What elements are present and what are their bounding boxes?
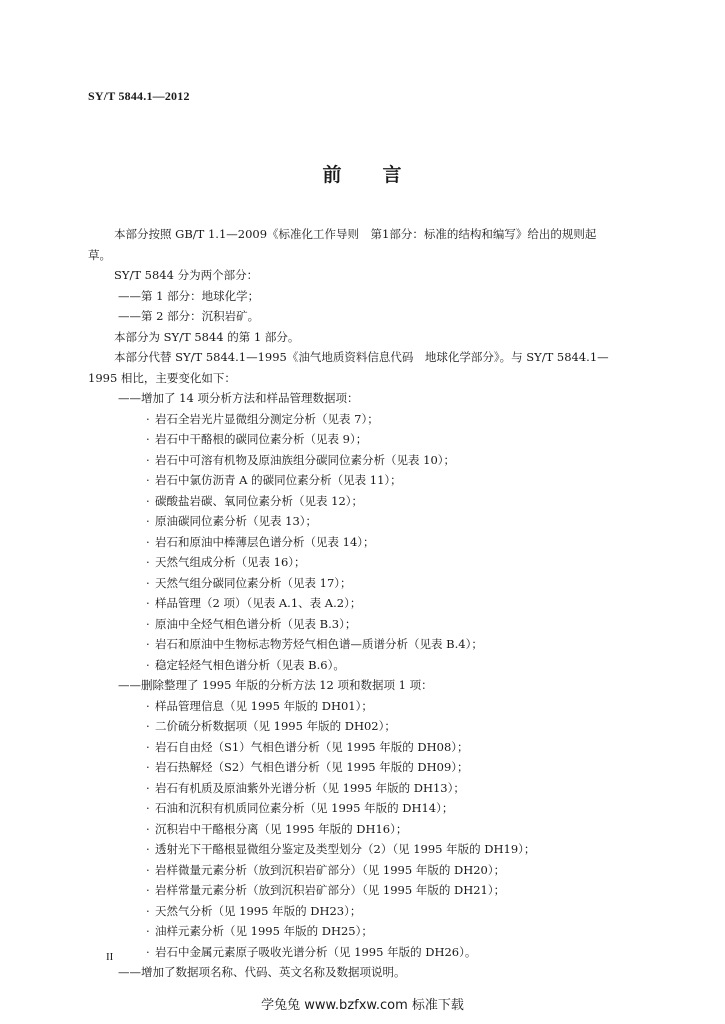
list-item (88, 839, 688, 860)
bullet-dot: · (146, 780, 150, 795)
list-item (88, 532, 688, 553)
list-item-text: 稳定轻烃气相色谱分析（见表 B.6）。 (155, 657, 345, 672)
list-item (88, 409, 688, 430)
paragraph-continued: 草。 (88, 247, 111, 262)
list-item-text: 天然气分析（见 1995 年版的 DH23）； (155, 903, 362, 918)
list-item-text: 原油碳同位素分析（见表 13）； (155, 514, 318, 528)
list-item (88, 880, 688, 901)
removed-heading: ——删除整理了 1995 年版的分析方法 12 项和数据项 1 项： (118, 678, 433, 692)
paragraph: 本部分为 SY/T 5844 的第 1 部分。 (114, 329, 300, 344)
list-item: ——第 2 部分：沉积岩矿。 (118, 309, 260, 323)
paragraph: 本部分按照 GB/T 1.1—2009《标准化工作导则 第1部分：标准的结构和编写》给出的规则起 (114, 227, 597, 241)
list-item (88, 634, 688, 655)
list-item-text: 沉积岩中干酪根分离（见 1995 年版的 DH16）； (155, 821, 408, 836)
list-item (88, 450, 688, 471)
list-item-text: 岩石和原油中棒薄层色谱分析（见表 14）； (155, 534, 375, 549)
bullet-dot: · (146, 432, 150, 446)
list-item (88, 696, 688, 717)
bullet-dot: · (146, 534, 150, 549)
bullet-dot: · (146, 944, 150, 959)
list-item-text: 岩样微量元素分析（放到沉积岩矿部分）（见 1995 年版的 DH20）； (155, 862, 506, 877)
list-item-text: 透射光下干酪根显微组分鉴定及类型划分（2）（见 1995 年版的 DH19）； (155, 842, 536, 856)
bullet-dot: · (146, 514, 150, 528)
list-item (88, 860, 688, 881)
list-item-text: 石油和沉积有机质同位素分析（见 1995 年版的 DH14）； (155, 801, 454, 815)
page-title: 前 言 (322, 164, 403, 186)
bullet-dot: · (146, 698, 150, 713)
list-item (88, 593, 688, 614)
bullet-dot: · (146, 739, 150, 754)
removed-items-list (88, 696, 688, 963)
list-item (88, 778, 688, 799)
list-item-text: 岩石全岩光片显微组分测定分析（见表 7）； (155, 411, 379, 426)
list-item-text: 岩石中金属元素原子吸收光谱分析（见 1995 年版的 DH26）。 (155, 944, 477, 959)
list-item (88, 470, 688, 491)
bullet-dot: · (146, 616, 150, 631)
paragraph-continued: 1995 相比，主要变化如下： (88, 370, 236, 385)
list-item-text: 岩石中可溶有机物及原油族组分碳同位素分析（见表 10）； (155, 452, 456, 467)
bullet-dot: · (146, 452, 150, 467)
bullet-dot: · (146, 903, 150, 918)
bullet-dot: · (146, 596, 150, 610)
list-item (88, 552, 688, 573)
list-item-text: 岩石热解烃（S2）气相色谱分析（见 1995 年版的 DH09）； (155, 760, 469, 774)
list-item (88, 901, 688, 922)
bullet-dot: · (146, 493, 150, 508)
added-heading: ——增加了 14 项分析方法和样品管理数据项： (118, 391, 359, 405)
bullet-dot: · (146, 821, 150, 836)
list-item-text: 岩石自由烃（S1）气相色谱分析（见 1995 年版的 DH08）； (155, 739, 469, 754)
watermark-footer: 学兔兔 www.bzfxw.com 标准下载 (261, 998, 464, 1013)
bullet-dot: · (146, 657, 150, 672)
bullet-dot: · (146, 760, 150, 774)
list-item (88, 429, 688, 450)
list-item-text: 二价硫分析数据项（见 1995 年版的 DH02）； (155, 719, 396, 733)
list-item-text: 岩石和原油中生物标志物芳烃气相色谱—质谱分析（见表 B.4）； (155, 637, 483, 651)
page-number: II (106, 951, 114, 963)
list-item-text: 岩石中干酪根的碳同位素分析（见表 9）； (155, 432, 368, 446)
bullet-dot: · (146, 575, 150, 590)
foreword-body (88, 224, 688, 983)
list-item-text: 岩石有机质及原油紫外光谱分析（见 1995 年版的 DH13）； (155, 780, 465, 795)
list-item-text: 岩样常量元素分析（放到沉积岩矿部分）（见 1995 年版的 DH21）； (155, 883, 506, 897)
list-item (88, 491, 688, 512)
added-items-list (88, 409, 688, 676)
list-item: ——第 1 部分：地球化学； (118, 288, 260, 303)
list-item (88, 798, 688, 819)
list-item-text: 碳酸盐岩碳、氧同位素分析（见表 12）； (155, 493, 364, 508)
list-item (88, 511, 688, 532)
bullet-dot: · (146, 842, 150, 856)
paragraph: 本部分代替 SY/T 5844.1—1995《油气地质资料信息代码 地球化学部分》。与 SY/T 5844.1— (114, 350, 609, 364)
list-item-text: 样品管理（2 项）（见表 A.1、表 A.2）； (155, 596, 362, 610)
bullet-dot: · (146, 411, 150, 426)
bullet-dot: · (146, 637, 150, 651)
paragraph: SY/T 5844 分为两个部分： (114, 268, 259, 282)
list-item (88, 655, 688, 676)
bullet-dot: · (146, 801, 150, 815)
list-item (88, 614, 688, 635)
bullet-dot: · (146, 719, 150, 733)
bullet-dot: · (146, 555, 150, 569)
bullet-dot: · (146, 862, 150, 877)
list-item (88, 921, 688, 942)
list-item-text: 天然气组分碳同位素分析（见表 17）； (155, 575, 352, 590)
list-item-text: 样品管理信息（见 1995 年版的 DH01）； (155, 698, 373, 713)
bullet-dot: · (146, 924, 150, 938)
list-item (88, 573, 688, 594)
final-change-line: ——增加了数据项名称、代码、英文名称及数据项说明。 (118, 965, 406, 979)
list-item-text: 岩石中氯仿沥青 A 的碳同位素分析（见表 11）； (155, 473, 402, 487)
list-item-text: 原油中全烃气相色谱分析（见表 B.3）； (155, 616, 357, 631)
list-item-text: 天然气组成分析（见表 16）； (155, 555, 306, 569)
list-item (88, 716, 688, 737)
list-item (88, 737, 688, 758)
list-item-text: 油样元素分析（见 1995 年版的 DH25）； (155, 924, 373, 938)
bullet-dot: · (146, 473, 150, 487)
list-item (88, 942, 688, 963)
standard-code-header: SY/T 5844.1—2012 (88, 89, 190, 103)
bullet-dot: · (146, 883, 150, 897)
list-item (88, 819, 688, 840)
list-item (88, 757, 688, 778)
